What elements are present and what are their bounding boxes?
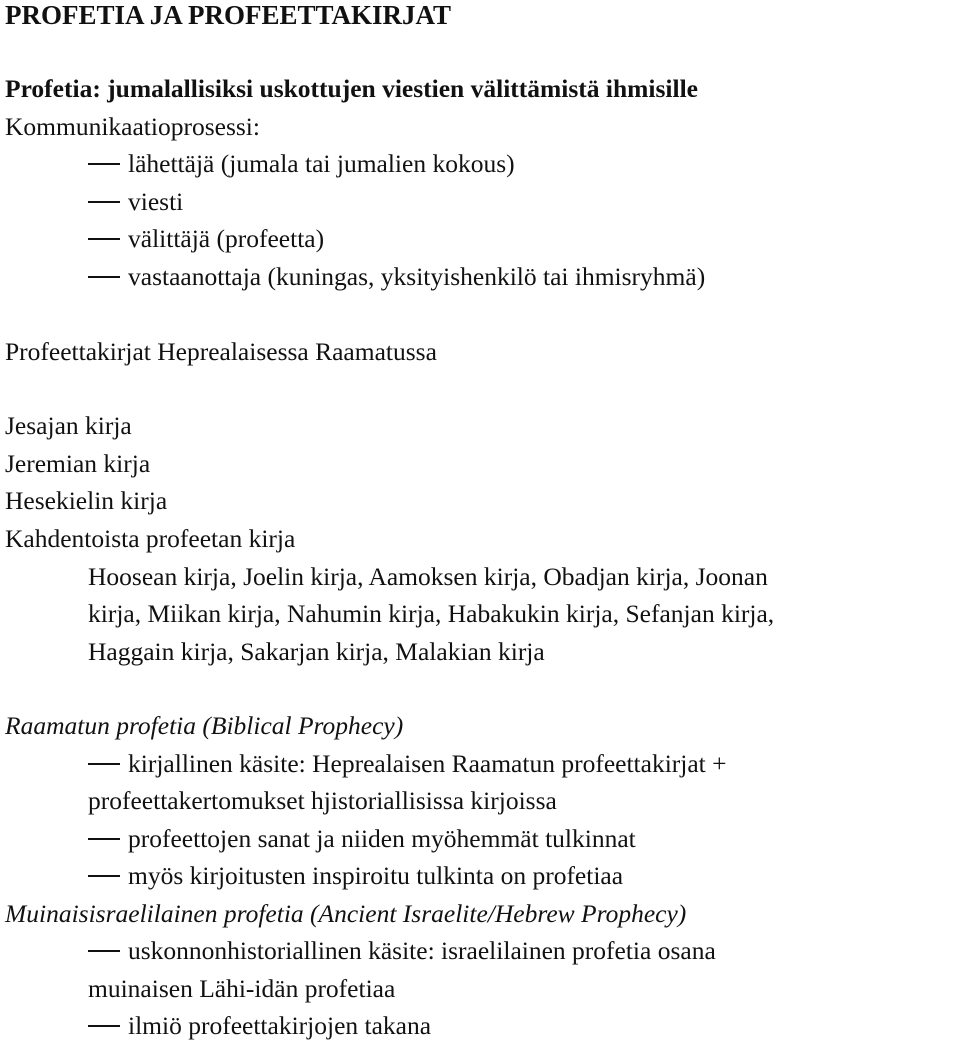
twelve-prophets-line: Hoosean kirja, Joelin kirja, Aamoksen kirja, Obadjan kirja, Joonan [88, 562, 768, 591]
ancient-item-phenomenon: ilmiö profeettakirjojen takana [88, 1011, 431, 1041]
biblical-item-literary: kirjallinen käsite: Heprealaisen Raamatun profeettakirjat + [88, 749, 727, 779]
book-item: Jesajan kirja [5, 411, 132, 440]
ancient-item-religion-history: uskonnonhistoriallinen käsite: israelilainen profetia osana [88, 936, 716, 966]
book-item: Jeremian kirja [5, 449, 151, 478]
twelve-prophets-line: kirja, Miikan kirja, Nahumin kirja, Habakukin kirja, Sefanjan kirja, [88, 599, 775, 628]
dash-bullet [88, 163, 120, 165]
process-item-message: viesti [88, 187, 183, 217]
document-title: PROFETIA JA PROFEETTAKIRJAT [5, 0, 452, 30]
dash-bullet [88, 1025, 120, 1027]
biblical-item-interpretation: myös kirjoitusten inspiroitu tulkinta on profetiaa [88, 861, 623, 891]
process-heading: Kommunikaatioprosessi: [5, 112, 260, 141]
biblical-item-words: profeettojen sanat ja niiden myöhemmät tulkinnat [88, 824, 636, 854]
dash-bullet [88, 238, 120, 240]
twelve-prophets-line: Haggain kirja, Sakarjan kirja, Malakian kirja [88, 637, 545, 666]
biblical-prophecy-heading: Raamatun profetia (Biblical Prophecy) [5, 711, 404, 740]
book-item: Kahdentoista profeetan kirja [5, 524, 296, 553]
dash-bullet [88, 950, 120, 952]
dash-bullet [88, 276, 120, 278]
dash-bullet [88, 201, 120, 203]
ancient-prophecy-heading: Muinaisisraelilainen profetia (Ancient Israelite/Hebrew Prophecy) [5, 899, 687, 928]
biblical-item-literary-cont: profeettakertomukset hjistoriallisissa kirjoissa [88, 786, 557, 815]
process-item-sender: lähettäjä (jumala tai jumalien kokous) [88, 149, 515, 179]
ancient-item-religion-history-cont: muinaisen Lähi-idän profetiaa [88, 974, 396, 1003]
dash-bullet [88, 875, 120, 877]
dash-bullet [88, 763, 120, 765]
prophecy-definition: Profetia: jumalallisiksi uskottujen viestien välittämistä ihmisille [5, 74, 698, 103]
process-item-receiver: vastaanottaja (kuningas, yksityishenkilö tai ihmisryhmä) [88, 262, 705, 292]
process-item-mediator: välittäjä (profeetta) [88, 224, 324, 254]
books-heading: Profeettakirjat Heprealaisessa Raamatussa [5, 337, 437, 366]
book-item: Hesekielin kirja [5, 486, 168, 515]
dash-bullet [88, 838, 120, 840]
